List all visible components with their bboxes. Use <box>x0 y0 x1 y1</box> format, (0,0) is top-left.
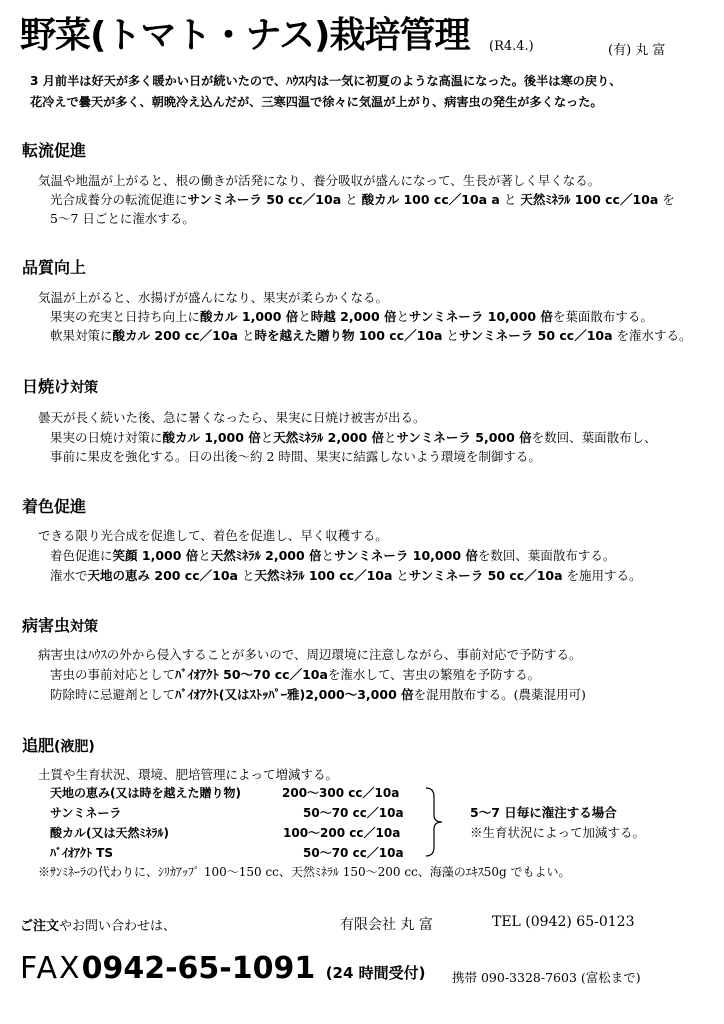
product-sancal: 酸カル 200 cc／10a <box>112 328 238 343</box>
product-tenchi-megumi: 天地の恵み 200 cc／10a <box>87 568 238 583</box>
heading-main: 病害虫 <box>22 616 71 635</box>
fertilizer-amount: 100～200 cc／10a <box>283 826 401 840</box>
product-sanminera: サンミネーラ 50 cc／10a <box>187 192 342 207</box>
fertilizer-name: ﾊﾞｲｵｱｸﾄ TS <box>50 846 114 860</box>
text: と <box>298 309 311 324</box>
text: を数回、葉面散布し、 <box>531 430 657 445</box>
fax-digits: 0942-65-1091 <box>81 951 316 986</box>
heading-sub: 対策 <box>70 380 99 396</box>
text: と <box>503 192 517 207</box>
phone-number: TEL (0942) 65-0123 <box>492 914 635 930</box>
text: と <box>396 309 410 324</box>
heading-main: 追肥 <box>22 736 55 755</box>
product-egao: 笑顔 1,000 倍 <box>112 548 199 563</box>
inquiry-text: やお問い合わせは、 <box>59 919 177 934</box>
product-sanminera: サンミネーラ 50 cc／10a <box>408 568 563 583</box>
product-tennen-mineral: 天然ﾐﾈﾗﾙ 100 cc／10a <box>254 568 393 583</box>
text: 果実の充実と日持ち向上に <box>50 309 201 324</box>
text: と <box>446 328 459 343</box>
product-jietsu: 時越 2,000 倍 <box>310 309 397 324</box>
text: と <box>260 430 274 445</box>
product-tennen-mineral: 天然ﾐﾈﾗﾙ 2,000 倍 <box>273 430 385 445</box>
product-tennen-mineral: 天然ﾐﾈﾗﾙ 2,000 倍 <box>210 548 322 563</box>
company-name: 有限会社 丸 富 <box>340 917 433 933</box>
product-tennen-mineral: 天然ﾐﾈﾗﾙ 100 cc／10a <box>520 192 659 207</box>
section-heading-translocation: 転流促進 <box>22 141 87 160</box>
section-heading-pest-control <box>22 615 98 638</box>
section1-line-2 <box>50 190 675 209</box>
section2-line-3 <box>50 326 692 345</box>
text: と <box>241 328 255 343</box>
fertilizer-name: 天地の恵み(又は時を越えた贈り物) <box>50 786 241 800</box>
section2-line-1: 気温が上がると、水揚げが盛んになり、果実が柔らかくなる。 <box>38 290 389 305</box>
product-sanminera: サンミネーラ 5,000 倍 <box>396 430 532 445</box>
text: を施用する。 <box>566 568 642 583</box>
text: 軟果対策に <box>50 328 113 343</box>
text: と <box>384 430 397 445</box>
text: 着色促進に <box>50 548 113 563</box>
fax-hours: (24 時間受付) <box>325 964 426 982</box>
text: を <box>662 192 675 207</box>
section3-line-1: 曇天が長く続いた後、急に暑くなったら、果実に日焼け被害が出る。 <box>38 410 426 425</box>
text: 潅水で <box>50 568 88 583</box>
company-name-short: (有) 丸 富 <box>608 43 666 58</box>
section3-line-3: 事前に果皮を強化する。日の出後～約 2 時間、果実に結露しないよう環境を制御する。 <box>50 449 541 464</box>
product-bioact-stopper: ﾊﾞｲｵｱｸﾄ(又はｽﾄｯﾊﾟｰ雅)2,000～3,000 倍 <box>175 687 414 702</box>
fertilizer-amount: 200～300 cc／10a <box>282 786 400 800</box>
product-bioact: ﾊﾞｲｵｱｸﾄ 50～70 cc／10a <box>175 667 328 682</box>
text: 光合成養分の転流促進に <box>50 192 188 207</box>
text: と <box>241 568 255 583</box>
section1-line-3: 5～7 日ごとに潅水する。 <box>50 211 195 226</box>
fertilizer-amount: 50～70 cc／10a <box>303 806 404 820</box>
order-inquiry-text <box>20 915 176 934</box>
section4-line-2 <box>50 546 615 565</box>
section3-line-2 <box>50 428 657 447</box>
product-sanminera: サンミネーラ 50 cc／10a <box>458 328 613 343</box>
top-dressing-footnote: ※ｻﾝﾐﾈｰﾗの代わりに、ｼﾘｶｱｯﾌﾟ 100～150 cc、天然ﾐﾈﾗﾙ 150～200 cc、海藻のｴｷｽ50g でもよい。 <box>38 865 571 879</box>
product-sancal: 酸カル 1,000 倍 <box>200 309 299 324</box>
fax-prefix: FAX <box>20 951 82 986</box>
section4-line-1: できる限り光合成を促進して、着色を促進し、早く収穫する。 <box>38 528 388 543</box>
product-sancal: 酸カル 100 cc／10a a <box>361 192 500 207</box>
intro-line-2: 花冷えで曇天が多く、朝晩冷え込んだが、三寒四温で徐々に気温が上がり、病害虫の発生が多くなった。 <box>30 95 603 109</box>
product-sancal: 酸カル 1,000 倍 <box>162 430 261 445</box>
text: と <box>396 568 409 583</box>
fertilizer-amount: 50～70 cc／10a <box>303 846 404 860</box>
text: 果実の日焼け対策に <box>50 430 163 445</box>
mobile-number: 携帯 090-3328-7603 (富松まで) <box>452 970 641 985</box>
order-label: ご注文 <box>20 919 60 934</box>
section1-line-1: 気温や地温が上がると、根の働きが活発になり、養分吸収が盛んになって、生長が著しく早くなる。 <box>38 173 601 188</box>
text: を混用散布する。(農薬混用可) <box>413 687 586 702</box>
text: と <box>345 192 358 207</box>
section5-line-1: 病害虫はﾊｳｽの外から侵入することが多いので、周辺環境に注意しながら、事前対応で予防する。 <box>38 647 582 662</box>
text: を数回、葉面散布する。 <box>477 548 616 563</box>
section-heading-coloring: 着色促進 <box>22 497 87 516</box>
text: を葉面散布する。 <box>552 309 653 324</box>
top-dressing-note-adjust: ※生育状況によって加減する。 <box>470 825 646 840</box>
curly-brace-icon <box>424 787 446 857</box>
top-dressing-note: 5～7 日毎に潅注する場合 <box>470 805 617 820</box>
section2-line-2 <box>50 307 653 326</box>
heading-sub: 対策 <box>70 619 99 635</box>
section6-line-1: 土質や生育状況、環境、肥培管理によって増減する。 <box>38 767 339 782</box>
text: を潅水する。 <box>616 328 692 343</box>
fax-number <box>20 950 426 992</box>
text: を潅水して、害虫の繁殖を予防する。 <box>327 667 541 682</box>
text: 防除時に忌避剤として <box>50 687 176 702</box>
section4-line-3 <box>50 566 642 585</box>
issue-date: (R4.4.) <box>489 39 534 54</box>
section-heading-sunburn <box>22 376 98 399</box>
page-title: 野菜(トマト・ナス)栽培管理 <box>20 15 470 56</box>
section5-line-2 <box>50 665 540 684</box>
product-sanminera: サンミネーラ 10,000 倍 <box>409 309 553 324</box>
product-sanminera: サンミネーラ 10,000 倍 <box>334 548 478 563</box>
section-heading-top-dressing <box>22 735 95 758</box>
text: と <box>198 548 211 563</box>
text: 害虫の事前対応として <box>50 667 176 682</box>
text: と <box>321 548 335 563</box>
section5-line-3 <box>50 685 586 704</box>
intro-line-1: 3 月前半は好天が多く暖かい日が続いたので、ﾊｳｽ内は一気に初夏のような高温になった。後半は寒の戻り、 <box>30 74 622 88</box>
fertilizer-name: サンミネーラ <box>50 806 122 820</box>
fertilizer-name: 酸カル(又は天然ﾐﾈﾗﾙ) <box>50 826 169 840</box>
section-heading-quality: 品質向上 <box>22 258 87 277</box>
product-toki-okurimono: 時を越えた贈り物 100 cc／10a <box>254 328 443 343</box>
heading-sub: (液肥) <box>54 739 95 755</box>
heading-main: 日焼け <box>22 377 71 396</box>
